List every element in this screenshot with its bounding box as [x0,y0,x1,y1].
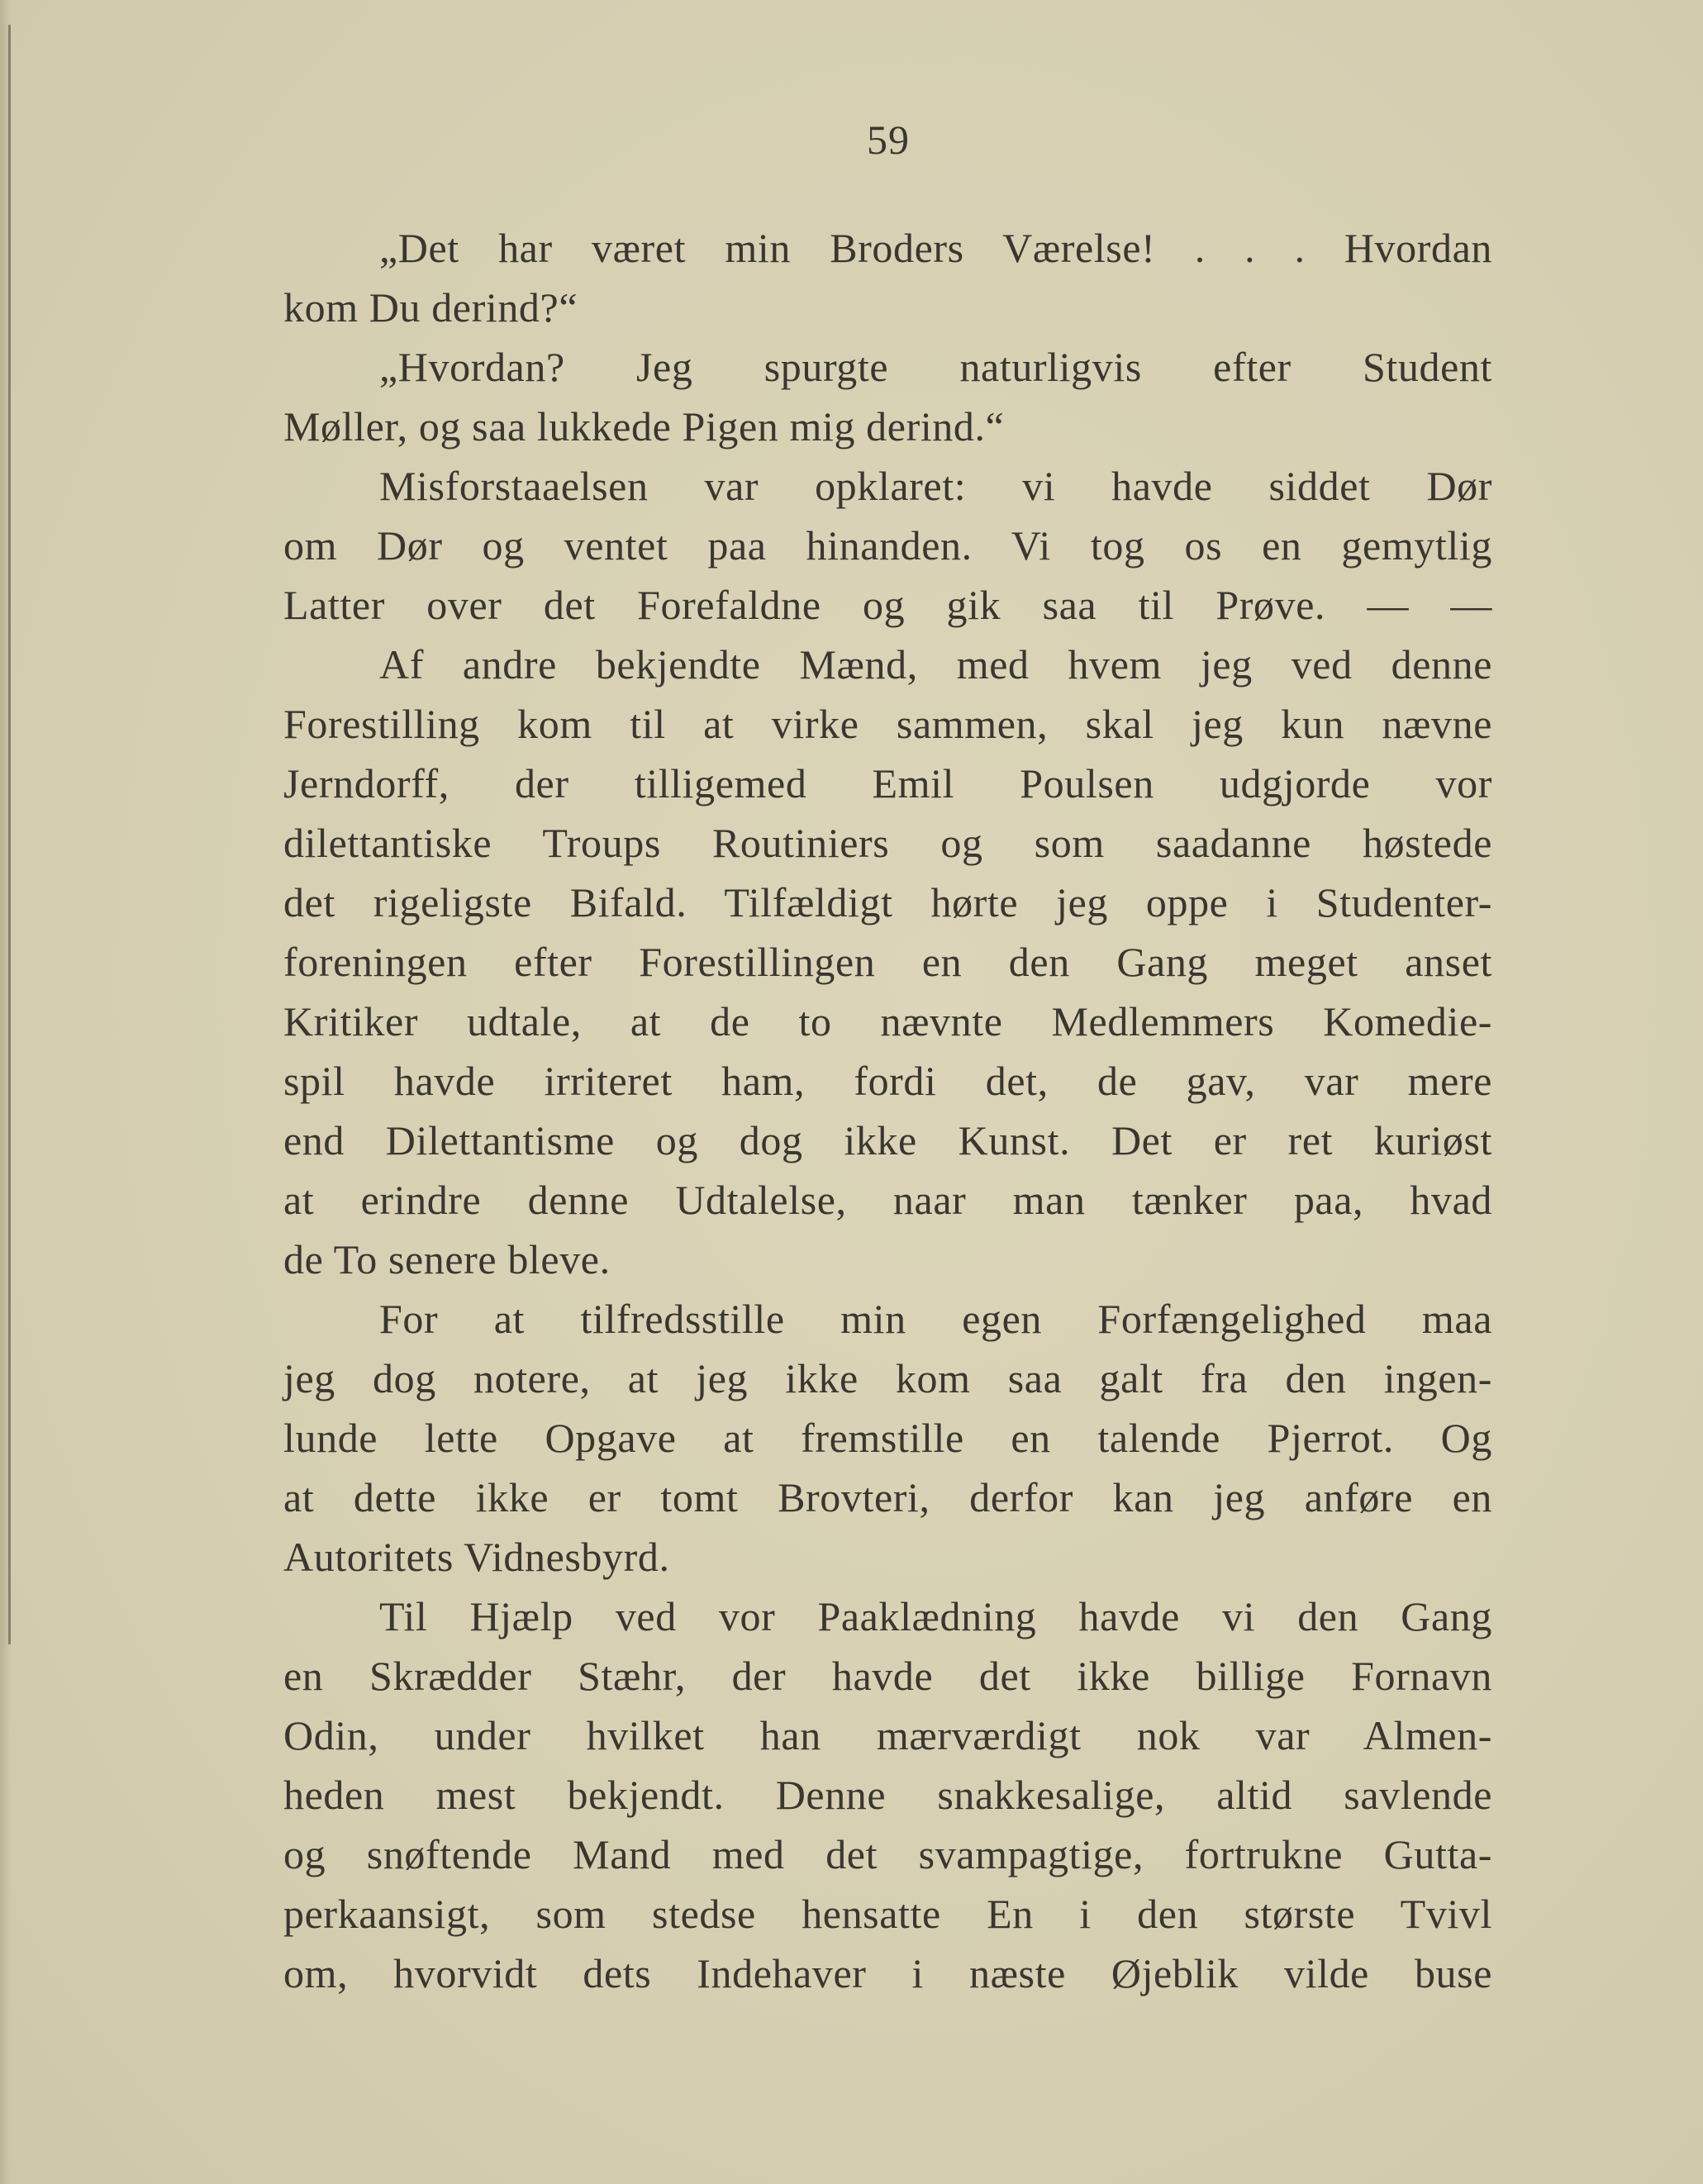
text-line: Autoritets Vidnesbyrd. [283,1534,670,1580]
text-line: For at tilfredsstille min egen Forfængelighed maa [379,1296,1492,1342]
text-line: kom Du derind?“ [283,284,578,331]
text-line: at erindre denne Udtalelse, naar man tænker paa, hvad [283,1177,1492,1223]
text-line: om Dør og ventet paa hinanden. Vi tog os en gemytlig [283,522,1492,569]
text-line: Latter over det Forefaldne og gik saa til Prøve. — — [283,582,1492,628]
text-line: end Dilettantisme og dog ikke Kunst. Det er ret kuriøst [283,1117,1492,1163]
text-line: en Skrædder Stæhr, der havde det ikke billige Fornavn [283,1653,1492,1699]
text-line: det rigeligste Bifald. Tilfældigt hørte jeg oppe i Studenter- [283,879,1492,925]
text-line: Af andre bekjendte Mænd, med hvem jeg ved denne [379,641,1492,688]
text-line: Møller, og saa lukkede Pigen mig derind.“ [283,403,1005,450]
text-line: dilettantiske Troups Routiniers og som saadanne høstede [283,820,1492,866]
text-line: Odin, under hvilket han mærværdigt nok var Almen- [283,1712,1492,1758]
text-line: lunde lette Opgave at fremstille en talende Pjerrot. Og [283,1415,1492,1461]
page-number: 59 [867,117,910,163]
text-line: Jerndorff, der tilligemed Emil Poulsen udgjorde vor [283,760,1492,807]
text-line: Til Hjælp ved vor Paaklædning havde vi den Gang [379,1593,1492,1639]
binding-line [8,25,11,1644]
text-line: Forestilling kom til at virke sammen, skal jeg kun nævne [283,701,1492,747]
text-line: foreningen efter Forestillingen en den Gang meget anset [283,939,1492,985]
text-line: jeg dog notere, at jeg ikke kom saa galt fra den ingen- [283,1355,1492,1401]
text-line: heden mest bekjendt. Denne snakkesalige, altid savlende [283,1772,1492,1818]
text-line: perkaansigt, som stedse hensatte En i den største Tvivl [283,1891,1492,1937]
text-line: „Hvordan? Jeg spurgte naturligvis efter Student [379,344,1492,390]
text-line: de To senere bleve. [283,1236,611,1282]
text-line: om, hvorvidt dets Indehaver i næste Øjeblik vilde buse [283,1950,1492,1996]
text-line: Kritiker udtale, at de to nævnte Medlemmers Komedie- [283,998,1492,1044]
text-line: spil havde irriteret ham, fordi det, de gav, var mere [283,1058,1492,1104]
text-line: „Det har været min Broders Værelse! . . . Hvordan [379,225,1492,271]
text-line: og snøftende Mand med det svampagtige, fortrukne Gutta- [283,1831,1492,1877]
body-text [283,218,1492,2003]
text-line: Misforstaaelsen var opklaret: vi havde siddet Dør [379,463,1492,509]
text-line: at dette ikke er tomt Brovteri, derfor kan jeg anføre en [283,1474,1492,1520]
